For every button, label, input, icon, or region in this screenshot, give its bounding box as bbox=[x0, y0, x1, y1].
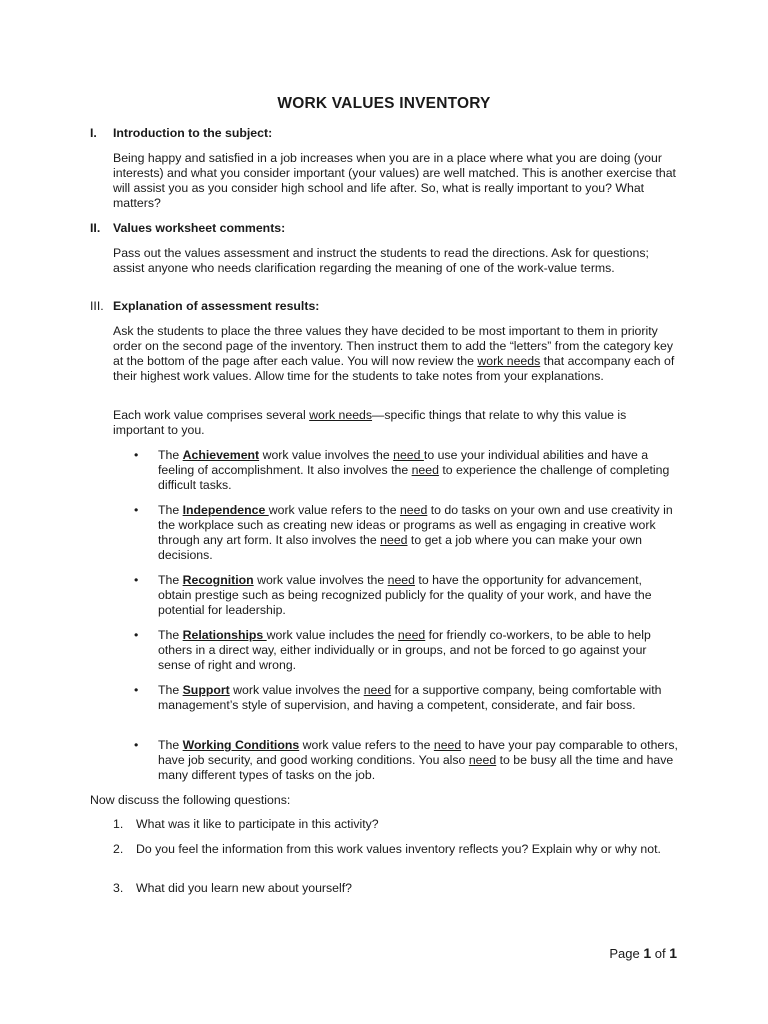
text-run: to have your pay comparable to others, have job security, and good working conditions. You also bbox=[158, 738, 678, 767]
list-item bbox=[113, 628, 678, 673]
total-pages: 1 bbox=[669, 945, 677, 961]
need-term: need bbox=[397, 628, 426, 642]
text-run: The bbox=[158, 503, 183, 517]
text-run: that accompany each of their highest work values. Allow time for the students to take notes from your explanations. bbox=[113, 354, 675, 383]
question-number: 1. bbox=[113, 817, 124, 831]
work-value-name: Working Conditions bbox=[182, 738, 300, 752]
text-run: to get a job where you can make your own decisions. bbox=[158, 533, 642, 562]
section-heading-1 bbox=[90, 126, 272, 141]
section-title: Introduction to the subject: bbox=[113, 126, 273, 140]
work-value-name: Support bbox=[182, 683, 230, 697]
section-heading-2 bbox=[90, 221, 285, 236]
text-run: to do tasks on your own and use creativity in the workplace such as creating new ideas or programs as well as engaging in creative work through any art form. It also involves the bbox=[158, 503, 673, 547]
text-run: Ask the students to place the three values they have decided to be most important to them in priority order on the second page of the inventory. Then instruct them to add the “letters” from the category key at the bottom of the page after each value. You will now review the bbox=[113, 324, 674, 368]
text-run: —specific things that relate to why this value is important to you. bbox=[113, 408, 627, 437]
discussion-intro: Now discuss the following questions: bbox=[90, 793, 291, 807]
work-value-name: Recognition bbox=[182, 573, 254, 587]
text-run: to be busy all the time and have many different types of tasks on the job. bbox=[158, 753, 674, 782]
bullet-icon: • bbox=[134, 503, 139, 517]
bullet-icon: • bbox=[134, 448, 139, 462]
section-title: Explanation of assessment results: bbox=[113, 299, 320, 313]
text-run: Each work value comprises several bbox=[113, 408, 310, 422]
bullet-icon: • bbox=[134, 738, 139, 752]
need-term: need bbox=[393, 448, 424, 462]
text-run: work value involves the bbox=[259, 448, 394, 462]
list-item bbox=[113, 573, 678, 618]
list-item bbox=[113, 448, 678, 493]
question-text: Do you feel the information from this work values inventory reflects you? Explain why or why not. bbox=[136, 842, 661, 856]
text-run: The bbox=[158, 573, 183, 587]
work-needs-term: work needs bbox=[309, 408, 373, 422]
need-term: need bbox=[468, 753, 497, 767]
text-run: work value refers to the bbox=[299, 738, 434, 752]
question-item bbox=[113, 842, 678, 857]
question-item bbox=[113, 881, 678, 896]
document-title: WORK VALUES INVENTORY bbox=[277, 95, 491, 112]
need-term: need bbox=[387, 573, 415, 587]
section-number: III. bbox=[90, 299, 104, 313]
text-run: for friendly co-workers, to be able to help others in a direct way, either individually or in groups, and not be forced to go against your sense of right and wrong. bbox=[158, 628, 651, 672]
work-value-name: Relationships bbox=[182, 628, 267, 642]
text-run: The bbox=[158, 683, 183, 697]
section-number: I. bbox=[90, 126, 97, 140]
text-run: work value includes the bbox=[266, 628, 398, 642]
section-heading-3 bbox=[90, 299, 319, 314]
bullet-icon: • bbox=[134, 683, 139, 697]
text-run: work value involves the bbox=[253, 573, 388, 587]
section-paragraph-1: Being happy and satisfied in a job increases when you are in a place where what you are doing (your interests) and what you consider important (your values) are well matched. This is another exercise that will assist you as you consider high school and life after. So, what is really important to you? What matters? bbox=[113, 151, 676, 210]
bullet-icon: • bbox=[134, 573, 139, 587]
page-footer bbox=[609, 946, 677, 961]
section-number: II. bbox=[90, 221, 101, 235]
question-text: What did you learn new about yourself? bbox=[136, 881, 353, 895]
text-run: work value refers to the bbox=[268, 503, 400, 517]
text-run: The bbox=[158, 628, 183, 642]
question-item bbox=[113, 817, 678, 832]
current-page: 1 bbox=[643, 945, 652, 961]
need-term: need bbox=[399, 503, 428, 517]
text-run: The bbox=[158, 448, 183, 462]
text-run: The bbox=[158, 738, 183, 752]
work-value-name: Independence bbox=[182, 503, 269, 517]
of-label: of bbox=[654, 946, 666, 961]
section-paragraph-2: Pass out the values assessment and instruct the students to read the directions. Ask for questions; assist anyone who needs clarification regarding the meaning of one of the work-value terms. bbox=[113, 246, 649, 275]
list-item bbox=[113, 503, 678, 563]
text-run: to experience the challenge of completing difficult tasks. bbox=[158, 463, 670, 492]
text-run: to have the opportunity for advancement, obtain prestige such as being recognized publicly for the quality of your work, and have the potential for leadership. bbox=[158, 573, 652, 617]
work-needs-term: work needs bbox=[477, 354, 541, 368]
section-title: Values worksheet comments: bbox=[113, 221, 286, 235]
question-number: 2. bbox=[113, 842, 124, 856]
list-item bbox=[113, 683, 678, 713]
text-run: for a supportive company, being comfortable with management’s style of supervision, and having a competent, considerate, and fair boss. bbox=[158, 683, 662, 712]
section-paragraph-3b bbox=[113, 408, 678, 438]
list-item bbox=[113, 738, 678, 783]
need-term: need bbox=[363, 683, 392, 697]
section-paragraph-3a bbox=[113, 324, 678, 384]
question-text: What was it like to participate in this activity? bbox=[136, 817, 379, 831]
need-term: need bbox=[380, 533, 408, 547]
need-term: need bbox=[433, 738, 462, 752]
work-value-name: Achievement bbox=[182, 448, 260, 462]
question-number: 3. bbox=[113, 881, 124, 895]
need-term: need bbox=[411, 463, 439, 477]
text-run: work value involves the bbox=[229, 683, 364, 697]
bullet-icon: • bbox=[134, 628, 139, 642]
text-run: to use your individual abilities and have a feeling of accomplishment. It also involves the bbox=[158, 448, 649, 477]
page-label: Page bbox=[609, 946, 640, 961]
